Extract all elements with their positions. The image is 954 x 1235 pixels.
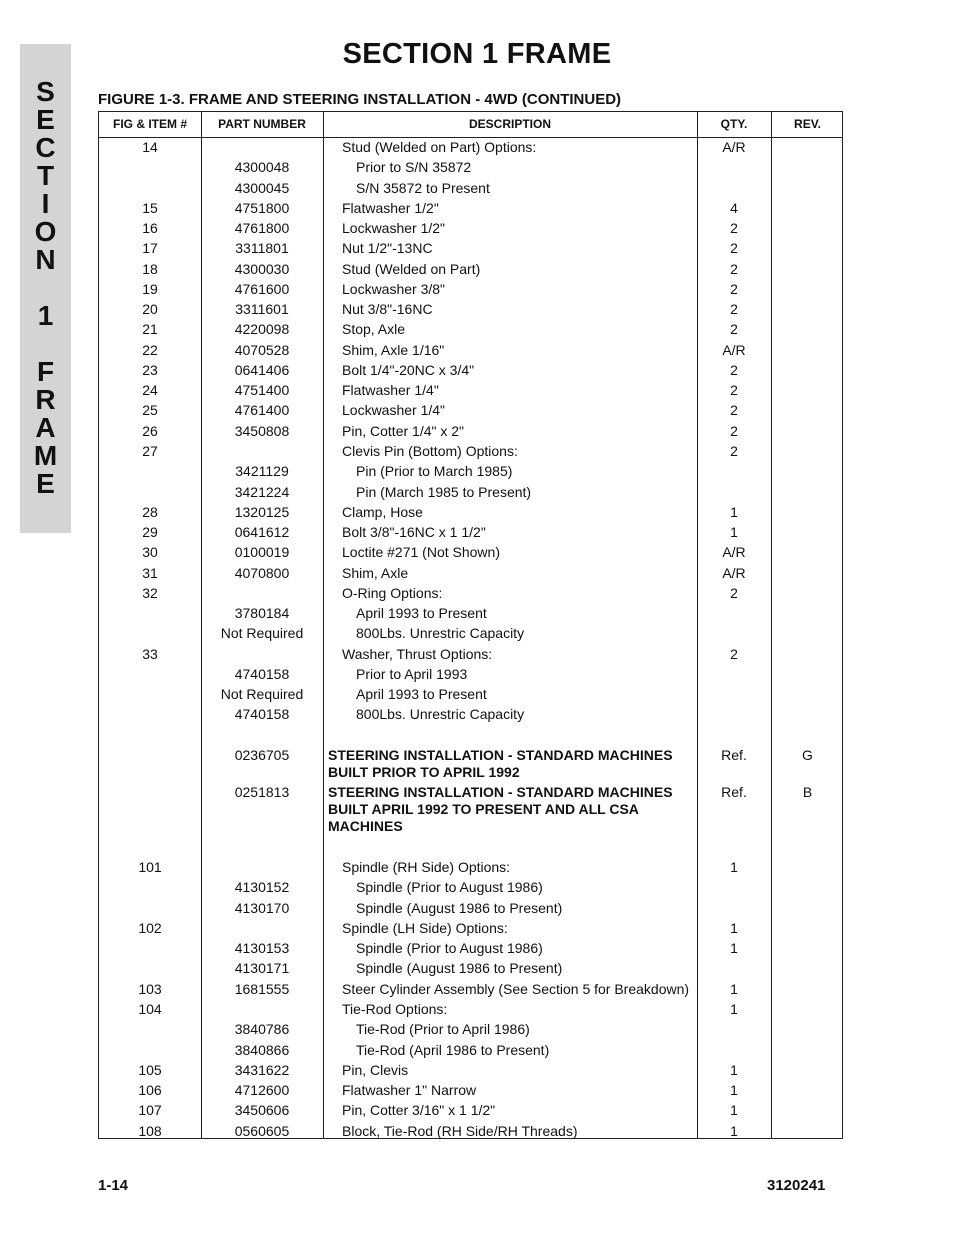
quantity-cell: 2 bbox=[730, 261, 738, 277]
item-number-cell: 18 bbox=[142, 261, 158, 277]
description-cell: Flatwasher 1/2" bbox=[342, 200, 439, 216]
description-cell: Spindle (LH Side) Options: bbox=[342, 920, 508, 936]
quantity-cell: 2 bbox=[730, 402, 738, 418]
quantity-cell: 1 bbox=[730, 524, 738, 540]
part-number-cell: 4740158 bbox=[234, 706, 290, 722]
description-cell: Nut 1/2"-13NC bbox=[342, 240, 433, 256]
quantity-cell: 2 bbox=[730, 321, 738, 337]
side-tab-letter: S bbox=[36, 76, 55, 107]
description-cell: Nut 3/8"-16NC bbox=[342, 301, 433, 317]
description-cell: Pin (March 1985 to Present) bbox=[356, 484, 532, 500]
part-number-cell: 0641612 bbox=[234, 524, 290, 540]
header-part-number: PART NUMBER bbox=[218, 117, 306, 131]
description-cell: Spindle (Prior to August 1986) bbox=[356, 879, 543, 895]
description-cell: STEERING INSTALLATION - STANDARD MACHINES BUILT APRIL 1992 TO PRESENT AND ALL CSA MACHINES bbox=[328, 784, 673, 834]
part-number-cell: 4070800 bbox=[234, 565, 290, 581]
description-cell: April 1993 to Present bbox=[356, 686, 487, 702]
side-tab-letter: 1 bbox=[37, 300, 54, 331]
figure-title: FIGURE 1-3. FRAME AND STEERING INSTALLATION - 4WD (CONTINUED) bbox=[98, 91, 622, 108]
quantity-cell: 1 bbox=[730, 1082, 738, 1098]
part-number-cell: 4761800 bbox=[234, 220, 290, 236]
description-cell: Stud (Welded on Part) bbox=[342, 261, 481, 277]
revision-cell: B bbox=[802, 784, 813, 800]
description-cell: Tie-Rod Options: bbox=[342, 1001, 448, 1017]
quantity-cell: 1 bbox=[730, 504, 738, 520]
item-number-cell: 24 bbox=[142, 382, 158, 398]
description-cell: Spindle (August 1986 to Present) bbox=[356, 960, 563, 976]
description-cell: Pin, Cotter 3/16" x 1 1/2" bbox=[342, 1102, 496, 1118]
description-cell: 800Lbs. Unrestric Capacity bbox=[356, 625, 525, 641]
section-side-tab bbox=[20, 44, 71, 533]
quantity-cell: A/R bbox=[722, 139, 746, 155]
part-number-cell: 0560605 bbox=[234, 1123, 290, 1139]
item-number-cell: 104 bbox=[138, 1001, 162, 1017]
part-number-cell: 0641406 bbox=[234, 362, 290, 378]
part-number-cell: 3431622 bbox=[234, 1062, 290, 1078]
part-number-cell: Not Required bbox=[220, 686, 304, 702]
part-number-cell: 4761400 bbox=[234, 402, 290, 418]
side-tab-letter: O bbox=[34, 216, 57, 247]
quantity-cell: 2 bbox=[730, 443, 738, 459]
item-number-cell: 28 bbox=[142, 504, 158, 520]
header-description: DESCRIPTION bbox=[468, 117, 551, 131]
item-number-cell: 107 bbox=[138, 1102, 162, 1118]
description-cell: Lockwasher 3/8" bbox=[342, 281, 446, 297]
quantity-cell: 1 bbox=[730, 1001, 738, 1017]
item-number-cell: 33 bbox=[142, 646, 158, 662]
quantity-cell: 1 bbox=[730, 1102, 738, 1118]
description-cell: Washer, Thrust Options: bbox=[342, 646, 493, 662]
side-tab-letter: A bbox=[35, 412, 56, 443]
quantity-cell: 2 bbox=[730, 362, 738, 378]
item-number-cell: 14 bbox=[142, 139, 158, 155]
part-number-cell: 3780184 bbox=[234, 605, 290, 621]
part-number-cell: 4740158 bbox=[234, 666, 290, 682]
header-divider bbox=[99, 137, 842, 138]
column-divider bbox=[771, 112, 772, 1138]
item-number-cell: 23 bbox=[142, 362, 158, 378]
quantity-cell: A/R bbox=[722, 342, 746, 358]
part-number-cell: 4220098 bbox=[234, 321, 290, 337]
description-cell: Clamp, Hose bbox=[342, 504, 423, 520]
quantity-cell: 2 bbox=[730, 220, 738, 236]
section-title: SECTION 1 FRAME bbox=[342, 38, 612, 70]
document-number: 3120241 bbox=[767, 1177, 826, 1194]
description-cell: Pin, Cotter 1/4" x 2" bbox=[342, 423, 464, 439]
header-qty: QTY. bbox=[720, 117, 748, 131]
description-cell: Stud (Welded on Part) Options: bbox=[342, 139, 537, 155]
quantity-cell: 2 bbox=[730, 382, 738, 398]
description-cell: Pin, Clevis bbox=[342, 1062, 409, 1078]
quantity-cell: 2 bbox=[730, 240, 738, 256]
description-cell: Tie-Rod (April 1986 to Present) bbox=[356, 1042, 550, 1058]
column-divider bbox=[323, 112, 324, 1138]
description-cell: Shim, Axle 1/16" bbox=[342, 342, 445, 358]
description-cell: Flatwasher 1" Narrow bbox=[342, 1082, 477, 1098]
part-number-cell: 4300048 bbox=[234, 159, 290, 175]
item-number-cell: 16 bbox=[142, 220, 158, 236]
description-cell: Spindle (August 1986 to Present) bbox=[356, 900, 563, 916]
part-number-cell: 3421224 bbox=[234, 484, 290, 500]
part-number-cell: 3450808 bbox=[234, 423, 290, 439]
part-number-cell: 3311601 bbox=[235, 301, 289, 317]
side-tab-letter: E bbox=[36, 104, 55, 135]
description-cell: Stop, Axle bbox=[342, 321, 406, 337]
description-cell: Loctite #271 (Not Shown) bbox=[342, 544, 500, 560]
description-cell: Bolt 3/8"-16NC x 1 1/2" bbox=[342, 524, 486, 540]
quantity-cell: 1 bbox=[730, 1123, 738, 1139]
quantity-cell: 2 bbox=[730, 646, 738, 662]
quantity-cell: A/R bbox=[722, 544, 746, 560]
part-number-cell: 0100019 bbox=[234, 544, 290, 560]
description-cell: Flatwasher 1/4" bbox=[342, 382, 439, 398]
description-cell: STEERING INSTALLATION - STANDARD MACHINES BUILT PRIOR TO APRIL 1992 bbox=[328, 747, 673, 780]
description-cell: Bolt 1/4"-20NC x 3/4" bbox=[342, 362, 475, 378]
quantity-cell: 2 bbox=[730, 301, 738, 317]
side-tab-letter bbox=[20, 330, 71, 358]
item-number-cell: 32 bbox=[142, 585, 158, 601]
side-tab-letter bbox=[20, 274, 71, 302]
description-cell: Lockwasher 1/2" bbox=[342, 220, 446, 236]
item-number-cell: 102 bbox=[138, 920, 162, 936]
side-tab-letter: T bbox=[36, 160, 55, 191]
side-tab-letter: E bbox=[36, 468, 55, 499]
quantity-cell: 2 bbox=[730, 281, 738, 297]
description-cell: Lockwasher 1/4" bbox=[342, 402, 446, 418]
quantity-cell: 1 bbox=[730, 981, 738, 997]
part-number-cell: 4130153 bbox=[234, 940, 290, 956]
description-cell: Clevis Pin (Bottom) Options: bbox=[342, 443, 518, 459]
item-number-cell: 20 bbox=[142, 301, 158, 317]
quantity-cell: 1 bbox=[730, 940, 738, 956]
quantity-cell: 1 bbox=[730, 859, 738, 875]
side-tab-letter: C bbox=[35, 132, 56, 163]
part-number-cell: 4070528 bbox=[234, 342, 290, 358]
item-number-cell: 108 bbox=[138, 1123, 162, 1139]
quantity-cell: 2 bbox=[730, 423, 738, 439]
part-number-cell: 4751800 bbox=[234, 200, 290, 216]
part-number-cell: Not Required bbox=[220, 625, 304, 641]
side-tab-letter: I bbox=[41, 188, 50, 219]
part-number-cell: 4130152 bbox=[234, 879, 290, 895]
description-cell: Steer Cylinder Assembly (See Section 5 for Breakdown) bbox=[342, 981, 690, 997]
part-number-cell: 4712600 bbox=[234, 1082, 290, 1098]
part-number-cell: 3311801 bbox=[235, 240, 289, 256]
item-number-cell: 21 bbox=[142, 321, 158, 337]
description-cell: S/N 35872 to Present bbox=[356, 180, 490, 196]
item-number-cell: 17 bbox=[142, 240, 158, 256]
description-cell: Block, Tie-Rod (RH Side/RH Threads) bbox=[342, 1123, 578, 1139]
parts-table bbox=[98, 111, 843, 1139]
part-number-cell: 3450606 bbox=[234, 1102, 290, 1118]
description-cell: Pin (Prior to March 1985) bbox=[356, 463, 513, 479]
item-number-cell: 101 bbox=[138, 859, 162, 875]
item-number-cell: 106 bbox=[138, 1082, 162, 1098]
description-cell: Spindle (Prior to August 1986) bbox=[356, 940, 543, 956]
part-number-cell: 3840866 bbox=[234, 1042, 290, 1058]
part-number-cell: 1320125 bbox=[234, 504, 290, 520]
side-tab-letter: F bbox=[36, 356, 55, 387]
item-number-cell: 27 bbox=[142, 443, 158, 459]
part-number-cell: 0251813 bbox=[234, 784, 290, 800]
part-number-cell: 4130171 bbox=[234, 960, 290, 976]
description-cell: O-Ring Options: bbox=[342, 585, 443, 601]
description-cell: Tie-Rod (Prior to April 1986) bbox=[356, 1021, 530, 1037]
item-number-cell: 26 bbox=[142, 423, 158, 439]
side-tab-letter: M bbox=[33, 440, 58, 471]
item-number-cell: 15 bbox=[142, 200, 158, 216]
header-item: FIG & ITEM # bbox=[112, 117, 187, 131]
revision-cell: G bbox=[802, 747, 813, 763]
part-number-cell: 3840786 bbox=[234, 1021, 290, 1037]
part-number-cell: 0236705 bbox=[234, 747, 290, 763]
description-cell: Shim, Axle bbox=[342, 565, 409, 581]
item-number-cell: 105 bbox=[138, 1062, 162, 1078]
quantity-cell: 2 bbox=[730, 585, 738, 601]
item-number-cell: 19 bbox=[142, 281, 158, 297]
part-number-cell: 4751400 bbox=[234, 382, 290, 398]
side-tab-letter: N bbox=[35, 244, 56, 275]
item-number-cell: 25 bbox=[142, 402, 158, 418]
item-number-cell: 103 bbox=[138, 981, 162, 997]
header-rev: REV. bbox=[794, 117, 821, 131]
page-number: 1-14 bbox=[98, 1177, 129, 1194]
description-cell: Spindle (RH Side) Options: bbox=[342, 859, 511, 875]
description-cell: April 1993 to Present bbox=[356, 605, 487, 621]
item-number-cell: 31 bbox=[142, 565, 158, 581]
part-number-cell: 1681555 bbox=[234, 981, 290, 997]
part-number-cell: 4300045 bbox=[234, 180, 290, 196]
description-cell: Prior to S/N 35872 bbox=[356, 159, 472, 175]
quantity-cell: Ref. bbox=[721, 747, 747, 763]
quantity-cell: 4 bbox=[730, 200, 738, 216]
part-number-cell: 3421129 bbox=[235, 463, 289, 479]
part-number-cell: 4130170 bbox=[234, 900, 290, 916]
item-number-cell: 29 bbox=[142, 524, 158, 540]
quantity-cell: 1 bbox=[730, 1062, 738, 1078]
part-number-cell: 4300030 bbox=[234, 261, 290, 277]
item-number-cell: 22 bbox=[142, 342, 158, 358]
description-cell: Prior to April 1993 bbox=[356, 666, 468, 682]
part-number-cell: 4761600 bbox=[234, 281, 290, 297]
side-tab-letters bbox=[20, 78, 71, 498]
quantity-cell: A/R bbox=[722, 565, 746, 581]
description-cell: 800Lbs. Unrestric Capacity bbox=[356, 706, 525, 722]
item-number-cell: 30 bbox=[142, 544, 158, 560]
quantity-cell: Ref. bbox=[721, 784, 747, 800]
side-tab-letter: R bbox=[35, 384, 56, 415]
quantity-cell: 1 bbox=[730, 920, 738, 936]
